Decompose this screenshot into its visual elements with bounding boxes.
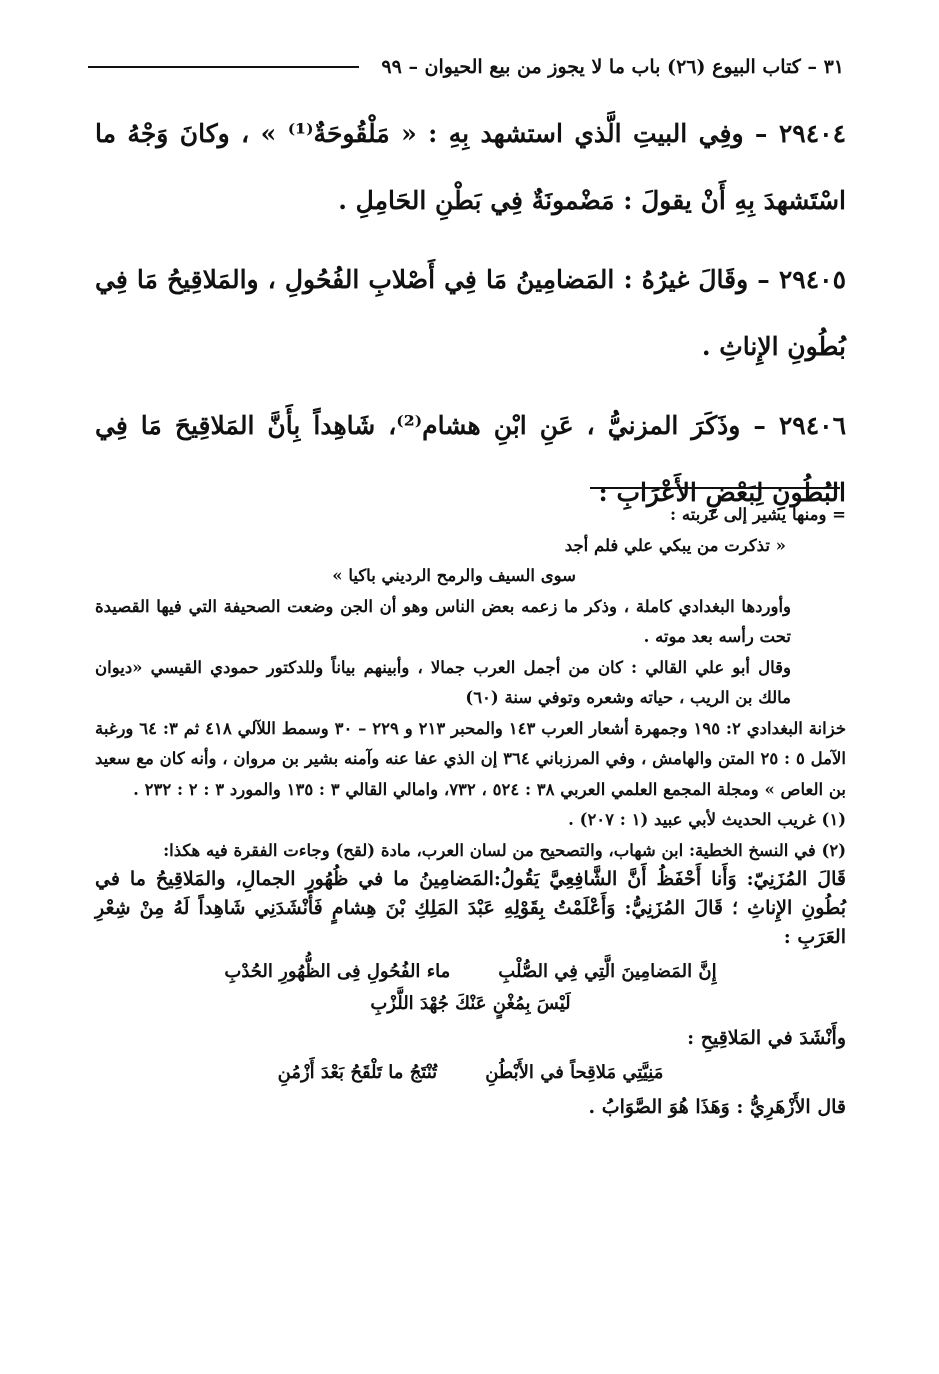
poem-1-line-2-text: لَيْسَ بِمُغْنٍ عَنْكَ جُهْدَ اللَّزْبِ xyxy=(370,992,571,1014)
header-rule xyxy=(88,66,359,68)
poem-1-line-2 xyxy=(95,988,846,1020)
footnote-1: (١) غريب الحديث لأبي عبيد (١ : ٢٠٧) . xyxy=(568,810,846,829)
poem-2 xyxy=(95,1057,846,1089)
main-text xyxy=(95,100,846,538)
paragraph-29406: ٢٩٤٠٦ – وذَكَرَ المزنيُّ ، عَنِ ابْنِ هشام⁽²⁾، شَاهِداً بِأَنَّ المَلاقِيحَ مَا فِي البُطُونِ لِبَعْضِ الأَعْرَابِ : xyxy=(95,411,846,507)
footnote-separator xyxy=(590,487,840,489)
paragraph-29404: ٢٩٤٠٤ – وفِي البيتِ الَّذي استشهد بِهِ : « مَلْقُوحَةٌ⁽¹⁾ » ، وكانَ وَجْهُ ما اسْتَشهدَ بِهِ أَنْ يقولَ : مَضْمونَةٌ فِي بَطْنِ الحَامِلِ . xyxy=(95,119,846,215)
closing-line: قال الأَزْهَرِيُّ : وَهَذَا هُوَ الصَّوَابُ . xyxy=(588,1095,846,1118)
poem-1-line-1 xyxy=(95,956,846,988)
running-header xyxy=(88,52,844,82)
recited-intro: وأَنْشَدَ في المَلاقِيحِ : xyxy=(687,1026,846,1049)
header-title: ٣١ – كتاب البيوع (٢٦) باب ما لا يجوز من بيع الحيوان – ٩٩ xyxy=(381,56,844,78)
paragraph-29405: ٢٩٤٠٥ – وقَالَ غيرُهُ : المَضامِينُ مَا فِي أَصْلابِ الفُحُولِ ، والمَلاقِيحُ مَا فِي بُطُونِ الإِناثِ . xyxy=(95,265,846,361)
note-baghdadi: وأوردها البغدادي كاملة ، وذكر ما زعمه بعض الناس وهو أن الجن وضعت الصحيفة التي فيها القصيدة تحت رأسه بعد موته . xyxy=(95,596,791,646)
footnote-2 xyxy=(95,836,846,1122)
footnote-2-quote: قَالَ المُزَنِيّ: وَأَنا أَحْفَظُ أَنَّ الشَّافِعِيَّ يَقُولُ:المَضامِينُ ما في ظُهُورِ الجمالِ، والمَلاقِيحُ ما في بُطُونِ الإِناثِ ؛ قَالَ المُزَنِيُّ: وَأَعْلَمْتُ بِقَوْلِهِ عَبْدَ المَلِكِ بْنَ هِشامٍ فَأَنْشَدَنِي شَاهِداً لَهُ مِنْ شِعْرِ العَرَبِ : xyxy=(95,867,846,948)
poem-1-hemistich-b: ماء الفُحُولِ فِى الظُّهُورِ الحُدْبِ xyxy=(224,960,451,982)
footnote-2-intro: (٢) في النسخ الخطية: ابن شهاب، والتصحيح من لسان العرب، مادة (لقح) وجاءت الفقرة فيه هكذا: xyxy=(163,840,846,860)
continuation-intro: = ومنها يشير إلى غربته : xyxy=(670,505,846,524)
note-qali: وقال أبو علي القالي : كان من أجمل العرب جمالا ، وأبينهم بياناً وللدكتور حمودي القيسي «ديوان مالك بن الريب ، حياته وشعره وتوفي سنة (٦٠) xyxy=(95,657,791,707)
verse-line-2: سوى السيف والرمح الرديني باكيا » xyxy=(332,566,576,585)
poem-2-hemistich-b: تُنْتَجُ ما تَلْقَحُ بَعْدَ أَزْمُنِ xyxy=(277,1061,438,1083)
poem-2-hemistich-a: مَنِيَّتِي مَلاقِحاً في الأَبْطُنِ xyxy=(485,1061,664,1083)
poem-1 xyxy=(95,956,846,1020)
poem-2-line-1 xyxy=(95,1057,846,1089)
verse-line-1: « تذكرت من يبكي علي فلم أجد xyxy=(564,535,786,555)
poem-1-hemistich-a: إِنَّ المَضامِينَ الَّتِي فِي الصُّلْبِ xyxy=(498,960,717,982)
note-sources: خزانة البغدادي ٢: ١٩٥ وجمهرة أشعار العرب ١٤٣ والمحبر ٢١٣ و ٢٢٩ – ٣٠ وسمط اللآلي ٤١٨ ثم ٣: ٦٤ ورغبة الآمل ٥ : ٢٥ المتن والهامش ، وفي المرزباني ٣٦٤ إن الذي عفا عنه وآمنه بشير بن مروان ، وأنه كان مع سعيد بن العاص » ومجلة المجمع العلمي العربي ٣٨ : ٥٢٤ ، ٧٣٢، وامالي القالي ٣ : ١٣٥ والمورد ٣ : ٢ : ٢٣٢ . xyxy=(95,718,847,799)
footnotes-section xyxy=(95,500,846,1122)
